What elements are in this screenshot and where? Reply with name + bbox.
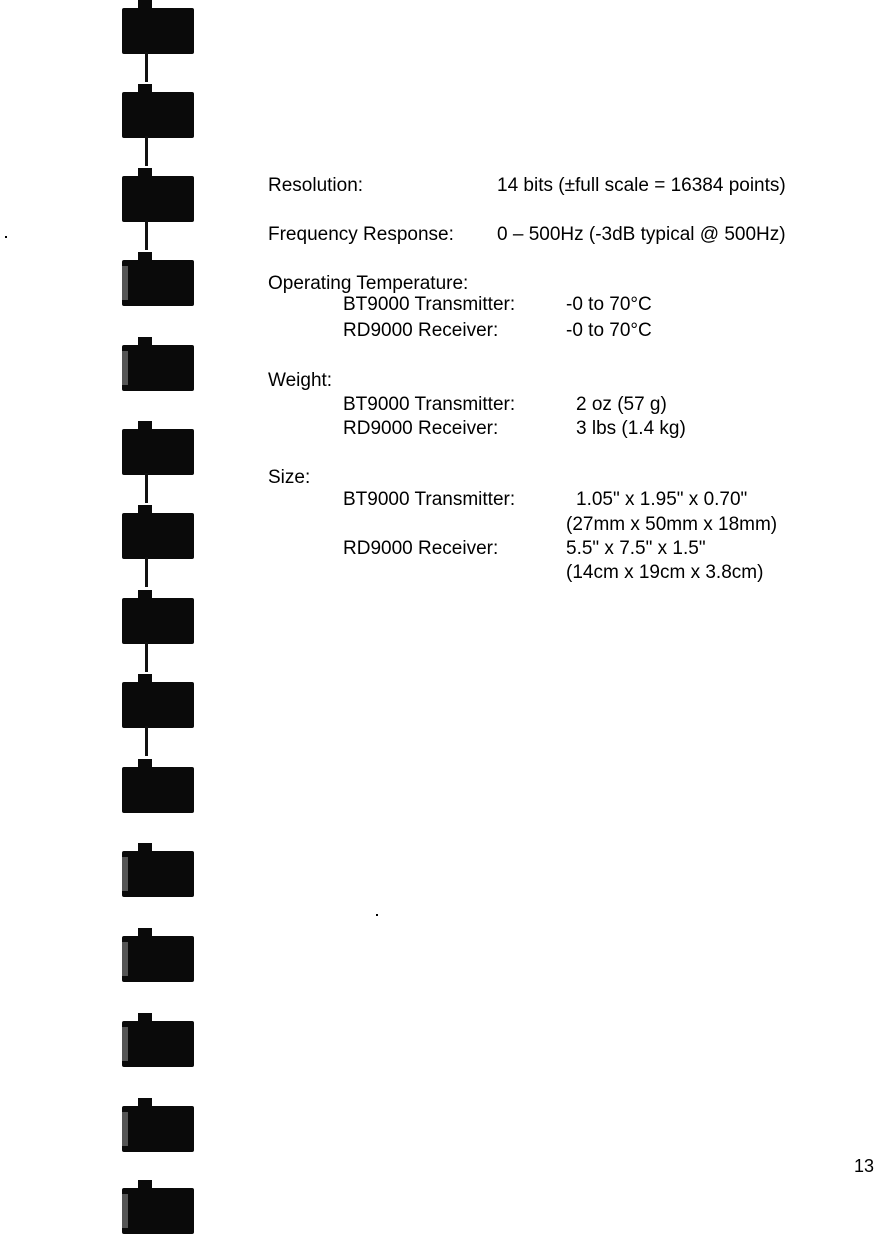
binding-coil — [118, 1180, 204, 1244]
weight-heading: Weight: — [268, 370, 333, 391]
binding-coil — [118, 252, 204, 316]
spiral-binding — [118, 0, 204, 1239]
weight-transmitter-value: 2 oz (57 g) — [576, 394, 667, 415]
weight-receiver-value: 3 lbs (1.4 kg) — [576, 418, 686, 439]
binding-coil — [118, 1013, 204, 1077]
size-receiver-label: RD9000 Receiver: — [343, 538, 499, 559]
size-transmitter-metric: (27mm x 50mm x 18mm) — [566, 514, 778, 535]
resolution-value: 14 bits (±full scale = 16384 points) — [497, 175, 786, 196]
binding-coil — [118, 1098, 204, 1162]
binding-coil — [118, 759, 204, 823]
binding-coil — [118, 168, 204, 232]
binding-coil — [118, 84, 204, 148]
binding-coil — [118, 337, 204, 401]
binding-coil — [118, 505, 204, 569]
size-receiver-value: 5.5" x 7.5" x 1.5" — [566, 538, 706, 559]
page-number: 13 — [854, 1156, 875, 1176]
binding-coil — [118, 421, 204, 485]
scan-speck — [5, 236, 7, 238]
frequency-label: Frequency Response: — [268, 224, 454, 245]
size-transmitter-label: BT9000 Transmitter: — [343, 489, 516, 510]
resolution-label: Resolution: — [268, 175, 364, 196]
binding-coil — [118, 0, 204, 64]
temp-receiver-label: RD9000 Receiver: — [343, 320, 499, 341]
size-receiver-metric: (14cm x 19cm x 3.8cm) — [566, 562, 764, 583]
weight-transmitter-label: BT9000 Transmitter: — [343, 394, 516, 415]
temp-receiver-value: -0 to 70°C — [566, 320, 652, 341]
operating-temp-heading: Operating Temperature: — [268, 273, 469, 294]
scan-speck — [376, 914, 378, 916]
binding-coil — [118, 928, 204, 992]
weight-receiver-label: RD9000 Receiver: — [343, 418, 499, 439]
binding-coil — [118, 674, 204, 738]
frequency-value: 0 – 500Hz (-3dB typical @ 500Hz) — [497, 224, 786, 245]
binding-coil — [118, 843, 204, 907]
temp-transmitter-value: -0 to 70°C — [566, 294, 652, 315]
temp-transmitter-label: BT9000 Transmitter: — [343, 294, 516, 315]
size-transmitter-value: 1.05" x 1.95" x 0.70" — [576, 489, 748, 510]
binding-coil — [118, 590, 204, 654]
size-heading: Size: — [268, 467, 311, 488]
